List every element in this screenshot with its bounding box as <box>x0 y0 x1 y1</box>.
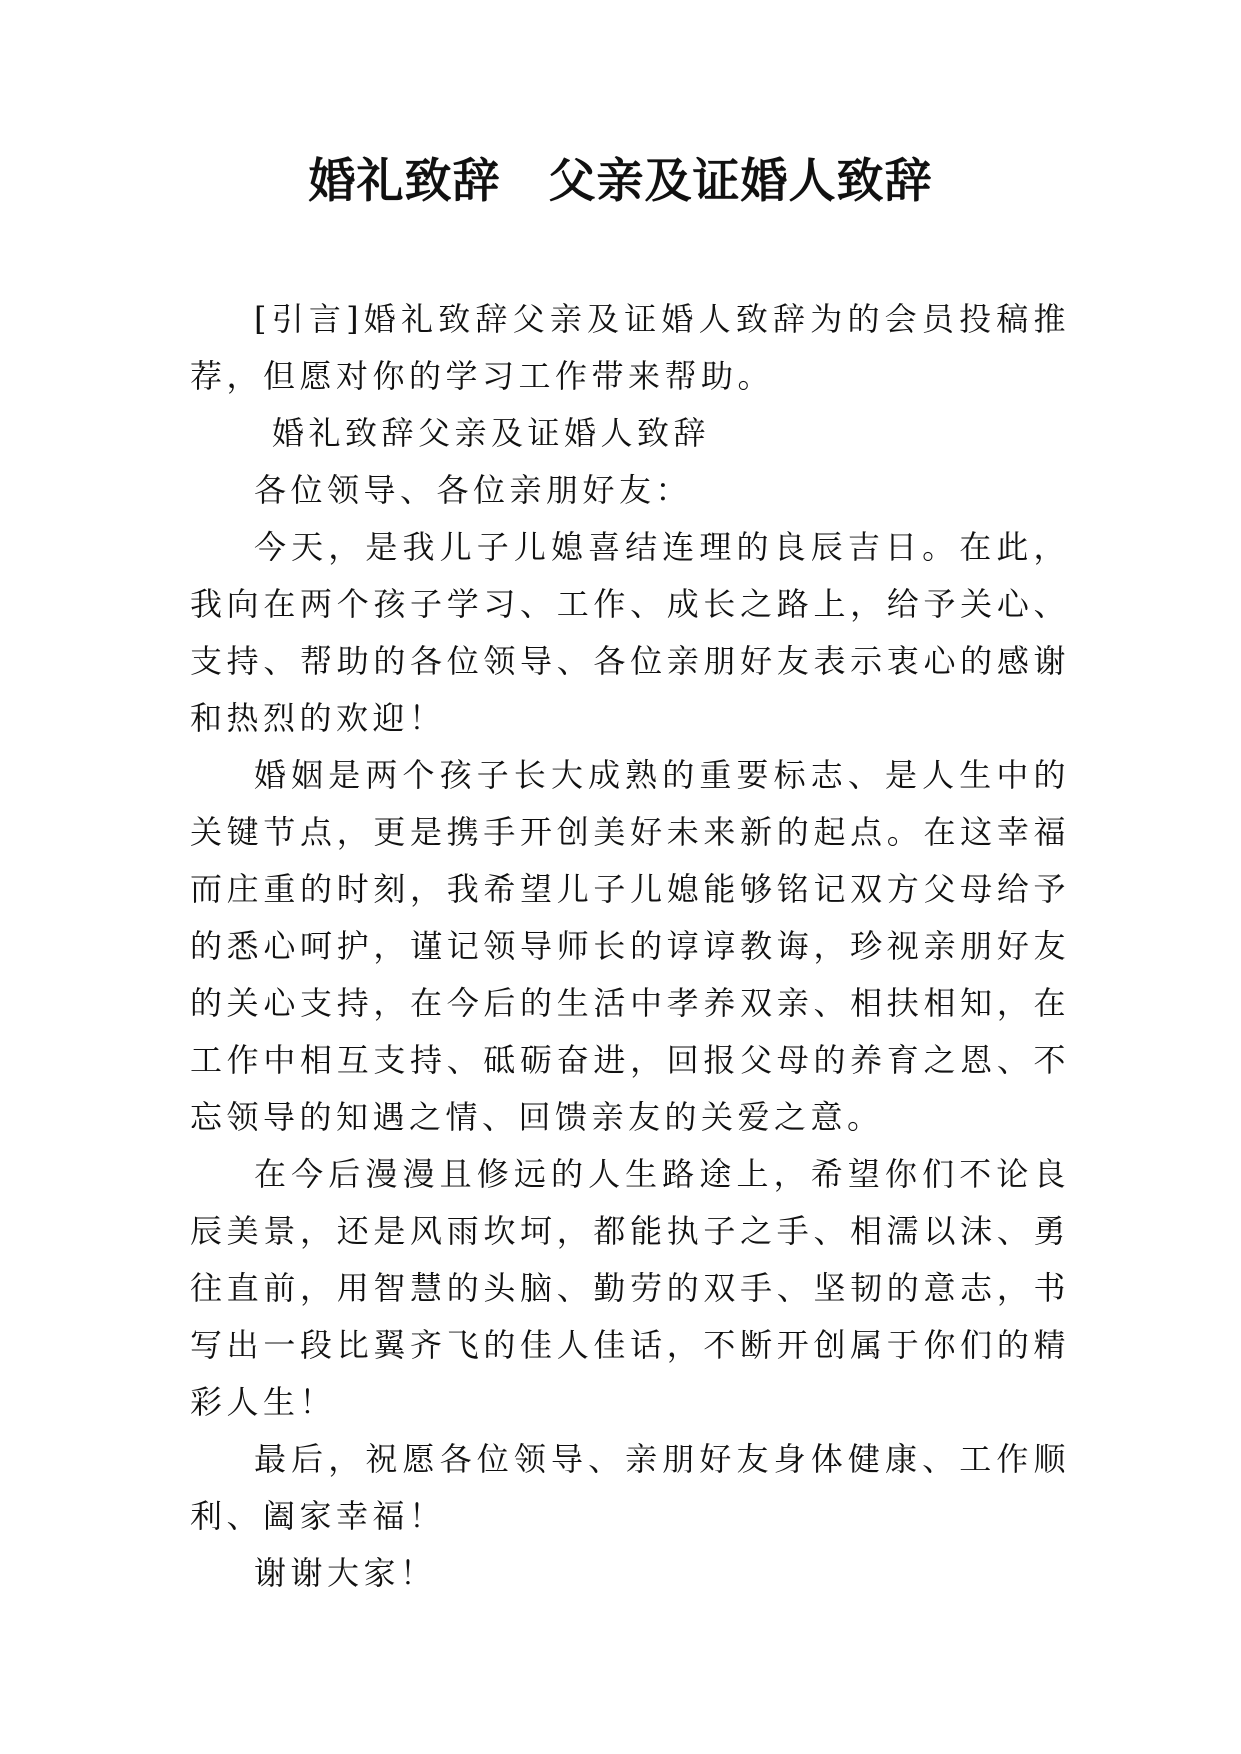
intro-paragraph: [引言]婚礼致辞父亲及证婚人致辞为的会员投稿推荐，但愿对你的学习工作带来帮助。 <box>190 300 1070 395</box>
body-paragraph: 今天，是我儿子儿媳喜结连理的良辰吉日。在此，我向在两个孩子学习、工作、成长之路上，给予关心、支持、帮助的各位领导、各位亲朋好友表示衷心的感谢和热烈的欢迎！ <box>190 528 1070 737</box>
closing-wishes: 最后，祝愿各位领导、亲朋好友身体健康、工作顺利、阖家幸福！ <box>190 1440 1070 1535</box>
speech-subtitle: 婚礼致辞父亲及证婚人致辞 <box>272 414 711 452</box>
salutation: 各位领导、各位亲朋好友： <box>254 471 693 509</box>
body-paragraph: 在今后漫漫且修远的人生路途上，希望你们不论良辰美景，还是风雨坎坷，都能执子之手、相濡以沫、勇往直前，用智慧的头脑、勤劳的双手、坚韧的意志，书写出一段比翼齐飞的佳人佳话，不断开创属于你们的精彩人生！ <box>190 1155 1070 1421</box>
body-paragraph: 婚姻是两个孩子长大成熟的重要标志、是人生中的关键节点，更是携手开创美好未来新的起点。在这幸福而庄重的时刻，我希望儿子儿媳能够铭记双方父母给予的悉心呵护，谨记领导师长的谆谆教诲，珍视亲朋好友的关心支持，在今后的生活中孝养双亲、相扶相知，在工作中相互支持、砥砺奋进，回报父母的养育之恩、不忘领导的知遇之情、回馈亲友的关爱之意。 <box>190 756 1070 1136</box>
document-title: 婚礼致辞 父亲及证婚人致辞 <box>308 154 933 209</box>
document-body <box>190 291 1070 1602</box>
closing-thanks: 谢谢大家！ <box>254 1554 437 1592</box>
